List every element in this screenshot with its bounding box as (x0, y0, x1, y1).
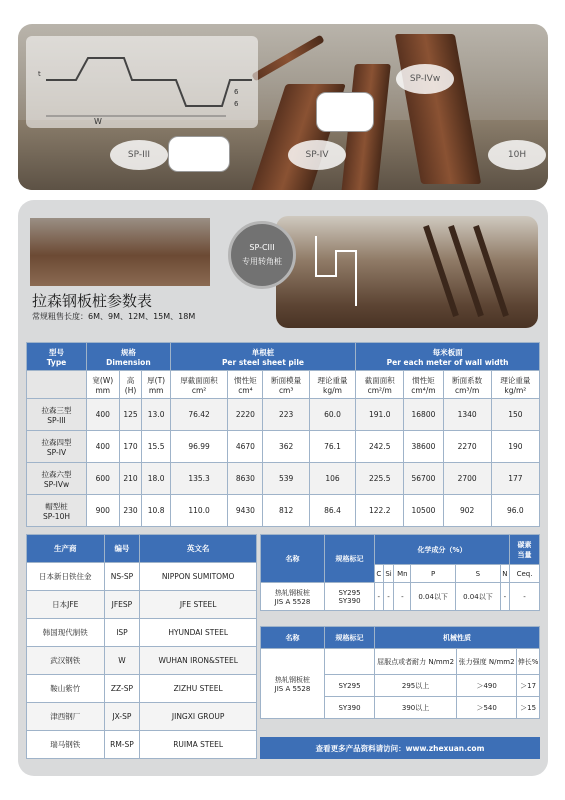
manufacturer-cell: JINGXI GROUP (140, 703, 257, 731)
sub-header-unit: (H) (124, 385, 137, 395)
table-cell: 38600 (404, 431, 443, 463)
label-sp-ivw: SP-IVw (396, 64, 454, 94)
mech-name-1: 热轧钢板桩 (275, 675, 310, 684)
sub-header-unit: kg/m (323, 385, 342, 395)
mech-cell: ＞540 (457, 697, 517, 719)
table-cell: 8630 (228, 463, 263, 495)
manufacturer-cell: ZIZHU STEEL (140, 675, 257, 703)
header-per-pile-cn: 单根桩 (251, 347, 275, 357)
manufacturer-row (27, 675, 257, 703)
stacked-piles-photo (30, 218, 210, 286)
table-cell: 223 (263, 399, 309, 431)
type-cell (27, 431, 87, 463)
steel-tag-image (316, 92, 374, 132)
manufacturer-cell: RM-SP (104, 731, 140, 759)
chem-spec-cell (325, 583, 375, 611)
chem-value: - (500, 583, 509, 611)
table-cell: 2270 (443, 431, 491, 463)
manufacturer-cell: 武汉钢铁 (27, 647, 105, 675)
manufacturer-row (27, 619, 257, 647)
manufacturer-table-body (27, 563, 257, 759)
spec-table (26, 342, 540, 527)
type-code: SP-III (47, 415, 66, 425)
chem-name-cell (261, 583, 325, 611)
type-cell (27, 463, 87, 495)
type-cn: 拉森四型 (41, 437, 72, 447)
chem-values-row (261, 583, 540, 611)
sub-header-unit: cm³ (278, 385, 294, 395)
table-cell: 177 (491, 463, 539, 495)
table-cell: 190 (491, 431, 539, 463)
sub-header-unit: kg/m² (504, 385, 527, 395)
sub-header-cell (491, 371, 539, 399)
profile-diagram (26, 36, 258, 128)
chem-element-header: Mn (394, 565, 411, 583)
top-photo-banner (18, 24, 548, 190)
mech-header-spec: 规格标记 (325, 627, 375, 649)
table-cell: 76.1 (309, 431, 355, 463)
type-code: SP-IV (46, 447, 67, 457)
manufacturer-cell: RUIMA STEEL (140, 731, 257, 759)
header-per-meter-cn: 每米板面 (432, 347, 463, 357)
sub-header-unit: cm²/m (367, 385, 392, 395)
chem-element-header: S (456, 565, 501, 583)
manufacturer-row (27, 563, 257, 591)
sub-header-cell (142, 371, 170, 399)
chem-value: - (510, 583, 540, 611)
manufacturer-cell: W (104, 647, 140, 675)
badge-model: SP-CIII (249, 243, 275, 252)
sub-header-label: 断面模量 (271, 375, 302, 385)
table-cell: 106 (309, 463, 355, 495)
mech-sub-yield: 屈服点或者耐力 N/mm2 (375, 649, 457, 675)
table-cell: 96.99 (170, 431, 228, 463)
mech-cell: ＞17 (517, 675, 540, 697)
header-per-meter (356, 343, 540, 371)
chem-header-spec: 规格标记 (325, 535, 375, 583)
sub-header-unit: cm³/m (455, 385, 480, 395)
manufacturer-cell: HYUNDAI STEEL (140, 619, 257, 647)
corner-pile-badge (228, 221, 296, 289)
table-cell: 9430 (228, 495, 263, 527)
chem-value: - (394, 583, 411, 611)
table-cell: 170 (119, 431, 142, 463)
mech-blank-cell (325, 649, 375, 675)
mech-sub-elong: 伸长% (517, 649, 540, 675)
sub-header-label: 理论重量 (500, 375, 531, 385)
sub-header-cell (228, 371, 263, 399)
chem-element-header: C (375, 565, 384, 583)
mech-name-2: JIS A 5528 (274, 684, 311, 693)
type-cn: 拉森三型 (41, 405, 72, 415)
table-cell: 96.0 (491, 495, 539, 527)
chem-header-name: 名称 (261, 535, 325, 583)
mechanical-table (260, 626, 540, 719)
chem-name-2: JIS A 5528 (274, 597, 311, 606)
manufacturer-cell: JFESP (104, 591, 140, 619)
table-cell: 76.42 (170, 399, 228, 431)
table-cell: 400 (87, 399, 120, 431)
sub-header-cell (170, 371, 228, 399)
sub-header-unit: mm (95, 385, 111, 395)
sub-header-label: 高 (126, 375, 135, 385)
manufacturer-cell: 鞍山紫竹 (27, 675, 105, 703)
diagram-dim-label: 6 (234, 88, 239, 96)
chem-element-header: N (500, 565, 509, 583)
chem-element-header: P (411, 565, 456, 583)
chem-header-ceq-1: 碳素 (517, 540, 532, 549)
sub-header-label: 断面系数 (452, 375, 483, 385)
table-row (27, 495, 540, 527)
mech-cell: SY390 (325, 697, 375, 719)
page-subtitle: 常规粗售长度：6M、9M、12M、15M、18M (32, 312, 196, 321)
table-cell: 125 (119, 399, 142, 431)
chem-header-ceq (510, 535, 540, 565)
header-dimension (87, 343, 171, 371)
manufacturer-cell: 瑞马钢铁 (27, 731, 105, 759)
steel-tag-image (168, 136, 230, 172)
sub-header-unit: cm⁴/m (411, 385, 436, 395)
table-cell: 1340 (443, 399, 491, 431)
manufacturer-row (27, 703, 257, 731)
type-cn: 拉森六型 (41, 469, 72, 479)
diagram-t-label: t (38, 70, 41, 78)
manufacturer-cell: ISP (104, 619, 140, 647)
table-cell: 10500 (404, 495, 443, 527)
mech-cell: SY295 (325, 675, 375, 697)
table-cell: 230 (119, 495, 142, 527)
manufacturer-cell: 日本JFE (27, 591, 105, 619)
label-10h: 10H (488, 140, 546, 170)
table-cell: 18.0 (142, 463, 170, 495)
table-cell: 10.8 (142, 495, 170, 527)
table-cell: 16800 (404, 399, 443, 431)
chem-spec-1: SY295 (338, 588, 361, 597)
manufacturer-cell: 津西钢厂 (27, 703, 105, 731)
sheet-pile-profile-drawing (26, 36, 258, 128)
table-cell: 2220 (228, 399, 263, 431)
diagram-dim-label: 6 (234, 100, 239, 108)
table-cell: 56700 (404, 463, 443, 495)
label-sp-iii: SP-III (110, 140, 168, 170)
diagram-w-label: W (94, 117, 102, 126)
header-type-en: Type (46, 357, 67, 367)
table-cell: 2700 (443, 463, 491, 495)
chem-value: 0.04以下 (456, 583, 501, 611)
table-cell: 135.3 (170, 463, 228, 495)
table-cell: 150 (491, 399, 539, 431)
sub-header-label: 厚截面面积 (180, 375, 218, 385)
corner-pile-photo (276, 216, 538, 328)
sub-header-label: 惯性矩 (412, 375, 435, 385)
sub-header-cell (404, 371, 443, 399)
header-per-pile-en: Per steel sheet pile (221, 357, 305, 367)
table-cell: 191.0 (356, 399, 404, 431)
chem-header-composition: 化学成分（%） (375, 535, 510, 565)
chem-value: - (383, 583, 394, 611)
mech-cell: 295以上 (375, 675, 457, 697)
mfr-header-code: 编号 (104, 535, 140, 563)
table-cell: 110.0 (170, 495, 228, 527)
sub-header-label: 厚(T) (147, 375, 166, 385)
table-cell: 13.0 (142, 399, 170, 431)
sub-header-cell (263, 371, 309, 399)
sub-header-cell (309, 371, 355, 399)
table-cell: 15.5 (142, 431, 170, 463)
label-sp-iv: SP-IV (288, 140, 346, 170)
sheet-pile-photo (251, 35, 324, 82)
table-cell: 812 (263, 495, 309, 527)
manufacturer-cell: WUHAN IRON&STEEL (140, 647, 257, 675)
manufacturer-cell: JX-SP (104, 703, 140, 731)
spec-table-body (27, 399, 540, 527)
table-cell: 4670 (228, 431, 263, 463)
chem-header-ceq-2: 当量 (517, 550, 532, 559)
blank-cell (27, 371, 87, 399)
chem-element-header: Si (383, 565, 394, 583)
sub-header-cell (443, 371, 491, 399)
table-cell: 400 (87, 431, 120, 463)
sub-header-label: 惯性矩 (234, 375, 257, 385)
header-dimension-en: Dimension (106, 357, 151, 367)
manufacturer-cell: 日本新日铁住金 (27, 563, 105, 591)
manufacturer-cell: NS-SP (104, 563, 140, 591)
table-cell: 86.4 (309, 495, 355, 527)
sub-header-label: 理论重量 (317, 375, 348, 385)
type-code: SP-IVw (43, 479, 70, 489)
table-row (27, 431, 540, 463)
chem-element-header: Ceq. (510, 565, 540, 583)
header-type-cn: 型号 (49, 347, 64, 357)
sub-header-unit: cm⁴ (238, 385, 253, 395)
table-cell: 210 (119, 463, 142, 495)
type-cell (27, 399, 87, 431)
chem-value: 0.04以下 (411, 583, 456, 611)
sub-header-cell (356, 371, 404, 399)
sub-header-row (27, 371, 540, 399)
header-per-meter-en: Per each meter of wall width (386, 357, 509, 367)
mfr-header-english: 英文名 (140, 535, 257, 563)
table-cell: 122.2 (356, 495, 404, 527)
manufacturer-cell: 韩国现代制铁 (27, 619, 105, 647)
table-row (27, 463, 540, 495)
table-cell: 242.5 (356, 431, 404, 463)
table-cell: 362 (263, 431, 309, 463)
sub-header-label: 截面面积 (364, 375, 395, 385)
chem-value: - (375, 583, 384, 611)
type-cn: 帽型桩 (45, 501, 68, 511)
sub-header-cell (119, 371, 142, 399)
manufacturer-cell: ZZ-SP (104, 675, 140, 703)
manufacturer-row (27, 591, 257, 619)
sub-header-unit: mm (148, 385, 164, 395)
mech-cell: ＞490 (457, 675, 517, 697)
table-row (27, 399, 540, 431)
mfr-header-producer: 生产商 (27, 535, 105, 563)
mech-header-properties: 机械性质 (375, 627, 540, 649)
page-title: 拉森钢板桩参数表 (32, 292, 153, 310)
chem-spec-2: SY390 (338, 596, 361, 605)
header-dimension-cn: 规格 (120, 347, 136, 357)
corner-pile-drawing (276, 216, 538, 328)
table-cell: 225.5 (356, 463, 404, 495)
chemical-table (260, 534, 540, 611)
table-cell: 900 (87, 495, 120, 527)
type-cell (27, 495, 87, 527)
manufacturer-row (27, 647, 257, 675)
mech-cell: ＞15 (517, 697, 540, 719)
sub-header-label: 宽(W) (92, 375, 114, 385)
manufacturer-table (26, 534, 257, 759)
badge-desc: 专用转角桩 (242, 257, 282, 266)
type-code: SP-10H (42, 511, 70, 521)
table-cell: 539 (263, 463, 309, 495)
chem-name-1: 热轧钢板桩 (275, 588, 310, 597)
table-cell: 600 (87, 463, 120, 495)
mech-name-cell (261, 649, 325, 719)
website-footer[interactable]: 查看更多产品资料请访问：www.zhexuan.com (260, 737, 540, 759)
manufacturer-row (27, 731, 257, 759)
mech-header-name: 名称 (261, 627, 325, 649)
sub-header-cell (87, 371, 120, 399)
manufacturer-cell: NIPPON SUMITOMO (140, 563, 257, 591)
manufacturer-cell: JFE STEEL (140, 591, 257, 619)
table-cell: 902 (443, 495, 491, 527)
mech-cell: 390以上 (375, 697, 457, 719)
header-type (27, 343, 87, 371)
sub-header-unit: cm² (191, 385, 207, 395)
mech-sub-tensile: 张力强度 N/mm2 (457, 649, 517, 675)
table-cell: 60.0 (309, 399, 355, 431)
header-per-pile (170, 343, 355, 371)
